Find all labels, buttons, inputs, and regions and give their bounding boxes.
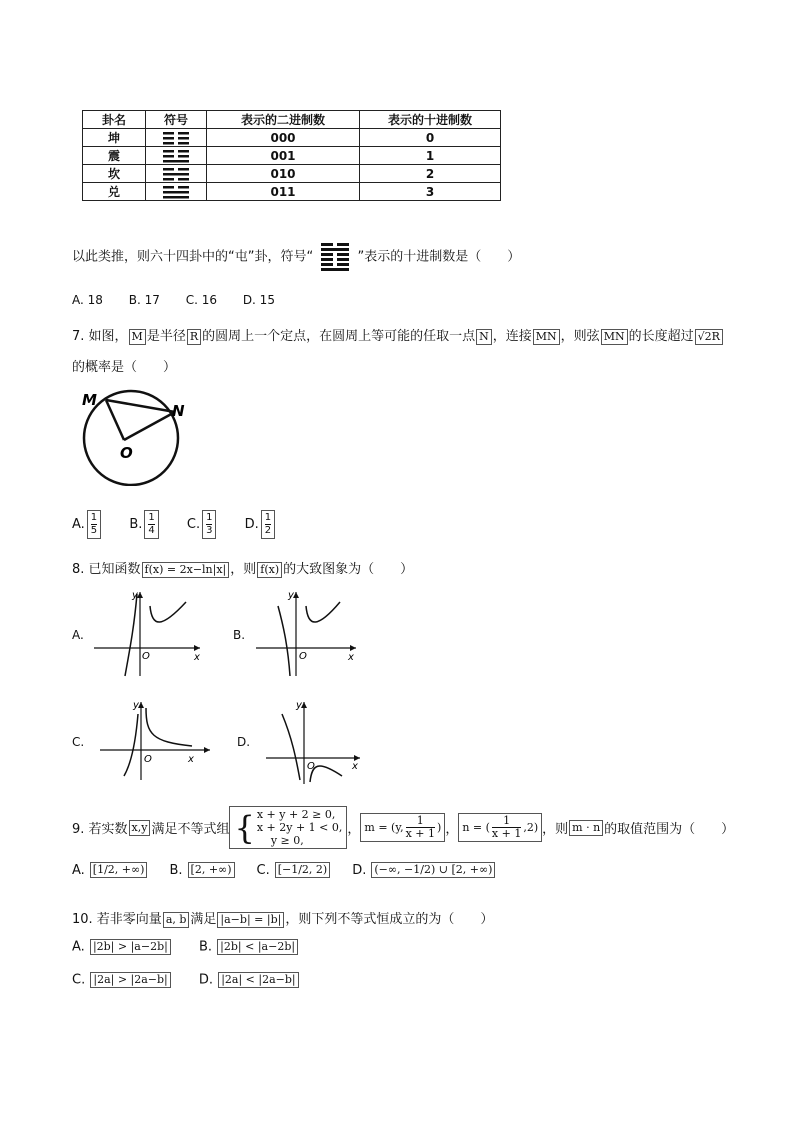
denominator: x + 1 xyxy=(405,827,436,840)
denominator: 3 xyxy=(206,525,213,536)
axis-y-label: y xyxy=(133,700,139,711)
q10-options-row1 xyxy=(72,939,299,955)
q9-xy: x,y xyxy=(129,820,151,836)
option-label: A. xyxy=(72,939,85,955)
graph-c-label: C. xyxy=(72,735,85,749)
q7-options xyxy=(72,510,299,539)
hexagram-tun-icon xyxy=(317,242,353,272)
q6-options xyxy=(72,293,297,307)
q7-var-r: R xyxy=(187,329,201,345)
q9-text: ， xyxy=(347,822,361,837)
axis-x-label: x xyxy=(194,652,200,663)
q10-vectors: a, b xyxy=(163,912,190,928)
axis-x-label: x xyxy=(188,754,194,765)
q10-text: ，则下列不等式恒成立的为（ ） xyxy=(285,912,494,927)
table-row xyxy=(83,147,501,165)
q9-dot-product: m · n xyxy=(569,820,603,836)
trigram-symbol-zhen xyxy=(146,147,207,165)
question-9-stem xyxy=(72,806,734,849)
question-7-stem xyxy=(72,325,724,345)
label-o: O xyxy=(120,444,133,462)
inequality-system: { x + y + 2 ≥ 0, x + 2y + 1 < 0, y ≥ 0, xyxy=(229,806,347,849)
table-cell: 010 xyxy=(207,165,360,183)
option-d[interactable]: D. 15 xyxy=(242,293,275,307)
graph-b-label: B. xyxy=(233,628,246,642)
q9-text: ，则 xyxy=(542,822,569,837)
circle-figure xyxy=(76,386,188,486)
q6-stem-text: 以此类推，则六十四卦中的“屯”卦，符号“ xyxy=(72,249,314,265)
table-header: 卦名 xyxy=(83,111,146,129)
fraction xyxy=(87,510,101,539)
q7-text: ，连接 xyxy=(492,329,532,344)
table-cell: 0 xyxy=(360,129,501,147)
q10-text: 满足 xyxy=(190,912,217,927)
numerator: 1 xyxy=(503,814,511,827)
vector-m: m = (y, 1 x + 1 ) xyxy=(360,813,445,842)
trigram-symbol-kun xyxy=(146,129,207,147)
numerator: 1 xyxy=(416,814,424,827)
option-b[interactable]: B. 17 xyxy=(128,293,160,307)
table-header: 符号 xyxy=(146,111,207,129)
fraction xyxy=(261,510,275,539)
trigram-symbol-dui xyxy=(146,183,207,201)
q7-text: 的长度超过 xyxy=(628,329,694,344)
table-cell: 3 xyxy=(360,183,501,201)
question-7-stem-line2: 的概率是（ ） xyxy=(72,360,177,375)
q7-var-mn: MN xyxy=(533,329,560,345)
option-label: B. xyxy=(169,862,183,878)
axis-y-label: y xyxy=(288,590,294,601)
q8-function: f(x) = 2x−ln|x| xyxy=(142,562,230,578)
q9-text: 的取值范围为（ ） xyxy=(604,822,735,837)
option-label: A. xyxy=(72,517,85,532)
option-d[interactable]: (−∞, −1/2) ∪ [2, +∞) xyxy=(371,862,495,878)
trigram-kan-icon xyxy=(161,167,191,181)
table-cell: 坎 xyxy=(83,165,146,183)
origin-label: O xyxy=(144,754,152,765)
origin-label: O xyxy=(299,651,307,662)
q10-options-row2 xyxy=(72,972,300,988)
q8-text: 8. 已知函数 xyxy=(72,562,141,577)
graph-a-label: A. xyxy=(72,628,84,642)
denominator: 5 xyxy=(90,525,98,536)
q9-text: ， xyxy=(445,822,459,837)
option-c[interactable]: [−1/2, 2) xyxy=(275,862,331,878)
label-n: N xyxy=(172,402,185,420)
vector-m-text: m = (y, xyxy=(364,821,404,834)
option-c[interactable]: C. 16 xyxy=(185,293,217,307)
option-label: D. xyxy=(352,862,367,878)
option-d[interactable] xyxy=(245,510,278,539)
table-cell: 2 xyxy=(360,165,501,183)
denominator: 2 xyxy=(264,525,272,536)
fraction xyxy=(144,510,158,539)
q10-text: 10. 若非零向量 xyxy=(72,912,162,927)
inequality-1: x + y + 2 ≥ 0, xyxy=(256,808,336,821)
table-cell: 011 xyxy=(207,183,360,201)
trigram-table xyxy=(82,110,501,201)
q7-text: 是半径 xyxy=(146,329,186,344)
q9-text: 9. 若实数 xyxy=(72,822,128,837)
inequality-2: x + 2y + 1 < 0, xyxy=(256,821,343,834)
q8-text: ，则 xyxy=(230,562,257,577)
vector-n-text: n = ( xyxy=(462,821,490,834)
table-row xyxy=(83,183,501,201)
q7-text: ，则弦 xyxy=(560,329,600,344)
table-cell: 000 xyxy=(207,129,360,147)
graph-d-label: D. xyxy=(237,735,251,749)
option-d[interactable]: |2a| < |2a−b| xyxy=(218,972,298,988)
option-label: C. xyxy=(186,517,201,532)
axis-x-label: x xyxy=(352,761,358,772)
table-cell: 001 xyxy=(207,147,360,165)
label-m: M xyxy=(82,391,97,409)
question-6-stem xyxy=(72,242,520,272)
option-a[interactable]: |2b| > |a−2b| xyxy=(90,939,171,955)
axis-y-label: y xyxy=(132,590,138,601)
q7-var-n: N xyxy=(476,329,492,345)
option-b[interactable]: [2, +∞) xyxy=(188,862,235,878)
q7-sqrt2r: √2R xyxy=(695,329,723,345)
option-b[interactable] xyxy=(129,510,160,539)
graph-c[interactable] xyxy=(96,698,216,783)
denominator: 4 xyxy=(148,525,155,536)
vector-n-text: ,2) xyxy=(523,821,539,834)
option-label: D. xyxy=(244,517,259,532)
table-cell: 1 xyxy=(360,147,501,165)
numerator: 1 xyxy=(264,512,272,523)
table-cell: 震 xyxy=(83,147,146,165)
option-label: C. xyxy=(72,972,86,988)
option-a[interactable]: A. 18 xyxy=(72,293,103,307)
q7-var-mn: MN xyxy=(601,329,628,345)
option-label: A. xyxy=(72,862,85,878)
option-c[interactable]: |2a| > |2a−b| xyxy=(90,972,170,988)
q9-options xyxy=(72,862,496,878)
table-row xyxy=(83,129,501,147)
fraction xyxy=(202,510,216,539)
q7-text: 7. 如图， xyxy=(72,329,128,344)
trigram-kun-icon xyxy=(161,131,191,145)
question-8-stem xyxy=(72,558,413,578)
option-label: D. xyxy=(198,972,214,988)
origin-label: O xyxy=(142,651,150,662)
q8-fx: f(x) xyxy=(257,562,282,578)
q10-condition: |a−b| = |b| xyxy=(217,912,284,928)
q7-text: 的圆周上一个定点，在圆周上等可能的任取一点 xyxy=(202,329,476,344)
trigram-symbol-kan xyxy=(146,165,207,183)
option-a[interactable]: [1/2, +∞) xyxy=(90,862,148,878)
option-label: B. xyxy=(129,517,143,532)
table-cell: 坤 xyxy=(83,129,146,147)
option-label: B. xyxy=(198,939,213,955)
trigram-zhen-icon xyxy=(161,149,191,163)
table-header: 表示的二进制数 xyxy=(207,111,360,129)
denominator: x + 1 xyxy=(491,827,522,840)
q8-text: 的大致图象为（ ） xyxy=(283,562,414,577)
origin-label: O xyxy=(307,761,315,772)
table-cell: 兑 xyxy=(83,183,146,201)
numerator: 1 xyxy=(90,512,98,523)
vector-n xyxy=(458,813,542,842)
option-b[interactable]: |2b| < |a−2b| xyxy=(217,939,298,955)
option-label: C. xyxy=(256,862,270,878)
graph-d[interactable] xyxy=(262,698,366,786)
table-header: 表示的十进制数 xyxy=(360,111,501,129)
option-c[interactable] xyxy=(187,510,219,539)
trigram-dui-icon xyxy=(161,185,191,199)
option-a[interactable] xyxy=(72,510,103,539)
graph-a[interactable] xyxy=(90,588,205,678)
graph-b[interactable] xyxy=(252,588,362,678)
table-row xyxy=(83,165,501,183)
q6-stem-text: ”表示的十进制数是（ ） xyxy=(357,249,521,265)
axis-y-label: y xyxy=(296,700,302,711)
numerator: 1 xyxy=(206,512,213,523)
axis-x-label: x xyxy=(348,652,354,663)
question-10-stem xyxy=(72,908,493,928)
q9-text: 满足不等式组 xyxy=(151,822,230,837)
table-header-row xyxy=(83,111,501,129)
q7-var-m: M xyxy=(129,329,146,345)
inequality-3: y ≥ 0, xyxy=(270,834,304,847)
numerator: 1 xyxy=(148,512,155,523)
